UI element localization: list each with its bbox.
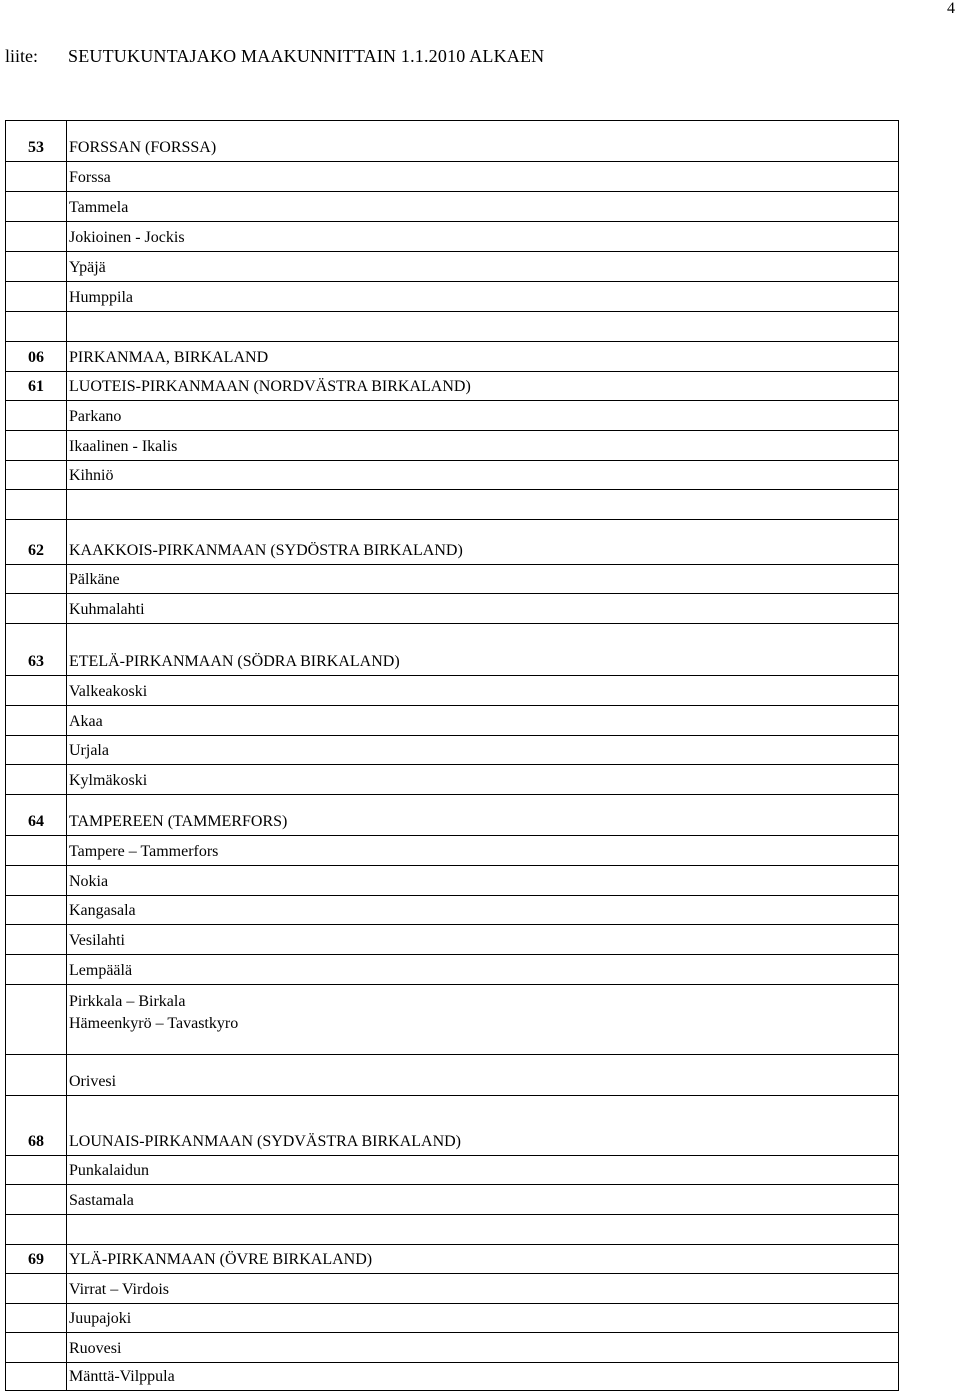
region-code	[6, 252, 67, 281]
municipality-name: Vesilahti	[69, 932, 125, 949]
municipality-name: Sastamala	[69, 1192, 134, 1209]
table-row-empty	[6, 312, 899, 342]
table-row	[6, 985, 899, 1055]
table-row	[6, 1333, 899, 1363]
municipality-name: Kangasala	[69, 902, 136, 919]
municipality-name: Humppila	[69, 289, 133, 306]
municipality-name: Kihniö	[69, 467, 114, 484]
table-row	[6, 222, 899, 252]
table-row	[6, 431, 899, 461]
table-row	[6, 1055, 899, 1096]
region-table	[5, 120, 899, 1391]
table-row	[6, 162, 899, 192]
region-code	[6, 985, 67, 1054]
region-code	[6, 1333, 67, 1362]
region-name: FORSSAN (FORSSA)	[69, 139, 217, 156]
region-code	[6, 565, 67, 593]
table-row	[6, 192, 899, 222]
municipality-name	[67, 1215, 898, 1244]
table-row	[6, 520, 899, 565]
region-code	[6, 765, 67, 794]
region-name: ETELÄ-PIRKANMAAN (SÖDRA BIRKALAND)	[69, 653, 400, 670]
municipality-name: Urjala	[69, 742, 109, 759]
region-code: 61	[6, 372, 67, 400]
table-row	[6, 896, 899, 925]
table-row	[6, 624, 899, 676]
table-row-empty	[6, 490, 899, 520]
region-name: LUOTEIS-PIRKANMAAN (NORDVÄSTRA BIRKALAND)	[69, 378, 471, 395]
region-name: PIRKANMAA, BIRKALAND	[69, 349, 269, 366]
region-code: 63	[6, 624, 67, 675]
table-row	[6, 252, 899, 282]
table-row-empty	[6, 1215, 899, 1245]
table-row	[6, 1274, 899, 1304]
region-code	[6, 401, 67, 430]
table-row	[6, 925, 899, 955]
region-code: 68	[6, 1096, 67, 1155]
table-row	[6, 565, 899, 594]
region-code	[6, 162, 67, 191]
region-code	[6, 282, 67, 311]
table-row	[6, 795, 899, 836]
attachment-label: liite:	[5, 46, 38, 66]
region-code	[6, 192, 67, 221]
municipality-name: Nokia	[69, 873, 109, 890]
region-name: LOUNAIS-PIRKANMAAN (SYDVÄSTRA BIRKALAND)	[69, 1133, 462, 1150]
table-row	[6, 1363, 899, 1391]
municipality-name: Punkalaidun	[69, 1162, 149, 1179]
region-code	[6, 461, 67, 489]
municipality-name: Pirkkala – Birkala	[69, 993, 186, 1010]
table-row	[6, 461, 899, 490]
municipality-name: Ikaalinen - Ikalis	[69, 438, 178, 455]
municipality-name: Orivesi	[69, 1073, 117, 1090]
municipality-name: Akaa	[69, 713, 103, 730]
region-code	[6, 896, 67, 924]
table-row	[6, 372, 899, 401]
municipality-name: Tampere – Tammerfors	[69, 843, 219, 860]
region-code	[6, 1274, 67, 1303]
page-number: 4	[947, 0, 955, 17]
region-code	[6, 706, 67, 735]
region-code	[6, 1363, 67, 1390]
table-row	[6, 594, 899, 624]
region-name: YLÄ-PIRKANMAAN (ÖVRE BIRKALAND)	[69, 1251, 373, 1268]
region-code	[6, 1215, 67, 1244]
municipality-name: Ruovesi	[69, 1340, 122, 1357]
municipality-name: Kylmäkoski	[69, 772, 148, 789]
region-code	[6, 222, 67, 251]
region-code	[6, 676, 67, 705]
table-row	[6, 282, 899, 312]
region-code	[6, 736, 67, 764]
document-title: SEUTUKUNTAJAKO MAAKUNNITTAIN 1.1.2010 ALKAEN	[68, 46, 545, 66]
municipality-name: Tammela	[69, 199, 129, 216]
region-code: 69	[6, 1245, 67, 1273]
municipality-name: Juupajoki	[69, 1310, 132, 1327]
table-row	[6, 765, 899, 795]
region-code	[6, 836, 67, 865]
table-row	[6, 866, 899, 896]
municipality-name: Hämeenkyrö – Tavastkyro	[69, 1015, 239, 1032]
municipality-name	[67, 312, 898, 341]
municipality-name: Lempäälä	[69, 962, 133, 979]
municipality-name: Mänttä-Vilppula	[69, 1368, 175, 1385]
region-code: 06	[6, 342, 67, 371]
table-row	[6, 342, 899, 372]
region-name: KAAKKOIS-PIRKANMAAN (SYDÖSTRA BIRKALAND)	[69, 542, 463, 559]
region-code	[6, 594, 67, 623]
table-row	[6, 1185, 899, 1215]
region-code	[6, 431, 67, 460]
region-code	[6, 490, 67, 519]
region-code: 64	[6, 795, 67, 835]
region-code	[6, 1304, 67, 1332]
table-row	[6, 1245, 899, 1274]
region-code	[6, 955, 67, 984]
table-row	[6, 1096, 899, 1156]
table-row	[6, 1156, 899, 1185]
table-row	[6, 706, 899, 736]
municipality-name: Parkano	[69, 408, 122, 425]
municipality-name: Jokioinen - Jockis	[69, 229, 185, 246]
table-row	[6, 401, 899, 431]
region-code	[6, 866, 67, 895]
region-code: 53	[6, 121, 67, 161]
region-code: 62	[6, 520, 67, 564]
table-row	[6, 676, 899, 706]
municipality-name-group	[67, 985, 898, 1054]
municipality-name: Valkeakoski	[69, 683, 148, 700]
table-row	[6, 836, 899, 866]
table-row	[6, 955, 899, 985]
region-code	[6, 925, 67, 954]
municipality-name: Forssa	[69, 169, 111, 186]
municipality-name: Ypäjä	[69, 259, 106, 276]
municipality-name: Kuhmalahti	[69, 601, 145, 618]
municipality-name	[67, 490, 898, 519]
region-code	[6, 1156, 67, 1184]
region-code	[6, 312, 67, 341]
region-name: TAMPEREEN (TAMMERFORS)	[69, 813, 288, 830]
table-row	[6, 1304, 899, 1333]
region-code	[6, 1055, 67, 1095]
municipality-name: Virrat – Virdois	[69, 1281, 169, 1298]
table-row	[6, 736, 899, 765]
region-code	[6, 1185, 67, 1214]
table-row	[6, 121, 899, 162]
municipality-name: Pälkäne	[69, 571, 120, 588]
